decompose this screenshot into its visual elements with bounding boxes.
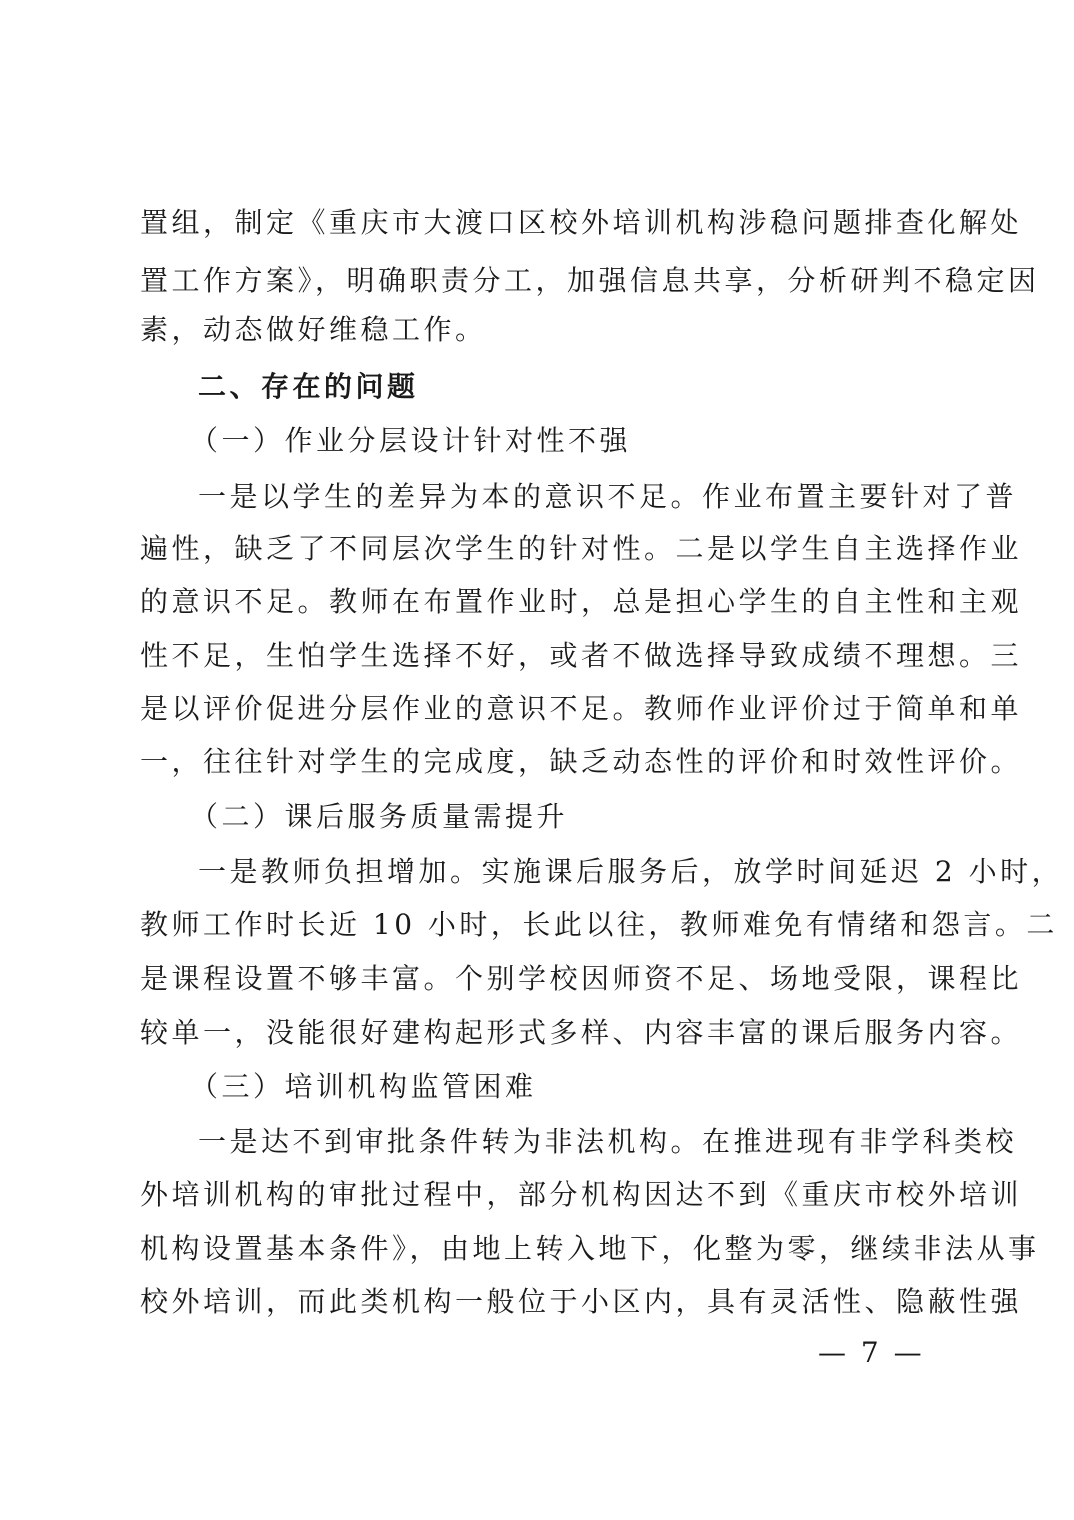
section-heading: 二、存在的问题 xyxy=(198,370,419,403)
body-text-line: 较单一，没能很好建构起形式多样、内容丰富的课后服务内容。 xyxy=(140,1016,1023,1049)
body-text-line: 是以评价促进分层作业的意识不足。教师作业评价过于简单和单 xyxy=(140,692,1023,725)
body-text-line: 遍性，缺乏了不同层次学生的针对性。二是以学生自主选择作业 xyxy=(140,532,1023,565)
page-number: — 7 — xyxy=(818,1336,925,1369)
body-text-line: 校外培训，而此类机构一般位于小区内，具有灵活性、隐蔽性强 xyxy=(140,1285,1023,1318)
body-text-line: 一，往往针对学生的完成度，缺乏动态性的评价和时效性评价。 xyxy=(140,745,1023,778)
body-text-line: 性不足，生怕学生选择不好，或者不做选择导致成绩不理想。三 xyxy=(140,639,1023,672)
body-text-line: 一是达不到审批条件转为非法机构。在推进现有非学科类校 xyxy=(198,1125,1018,1158)
subsection-heading: （一）作业分层设计针对性不强 xyxy=(190,424,632,457)
body-text-line: 外培训机构的审批过程中，部分机构因达不到《重庆市校外培训 xyxy=(140,1178,1023,1211)
body-text-line: 素，动态做好维稳工作。 xyxy=(140,313,487,346)
body-text-line: 置组，制定《重庆市大渡口区校外培训机构涉稳问题排查化解处 xyxy=(140,206,1023,239)
subsection-heading: （三）培训机构监管困难 xyxy=(190,1070,537,1103)
subsection-heading: （二）课后服务质量需提升 xyxy=(190,800,569,833)
body-text-line: 一是以学生的差异为本的意识不足。作业布置主要针对了普 xyxy=(198,480,1018,513)
body-text-line: 机构设置基本条件》，由地上转入地下，化整为零，继续非法从事 xyxy=(140,1232,1040,1265)
body-text-line: 是课程设置不够丰富。个别学校因师资不足、场地受限，课程比 xyxy=(140,962,1023,995)
body-text-line: 的意识不足。教师在布置作业时，总是担心学生的自主性和主观 xyxy=(140,585,1023,618)
body-text-line: 教师工作时长近 10 小时，长此以往，教师难免有情绪和怨言。二 xyxy=(140,908,1058,941)
body-text-line: 置工作方案》，明确职责分工，加强信息共享，分析研判不稳定因 xyxy=(140,264,1040,297)
body-text-line: 一是教师负担增加。实施课后服务后，放学时间延迟 2 小时， xyxy=(198,855,1064,888)
